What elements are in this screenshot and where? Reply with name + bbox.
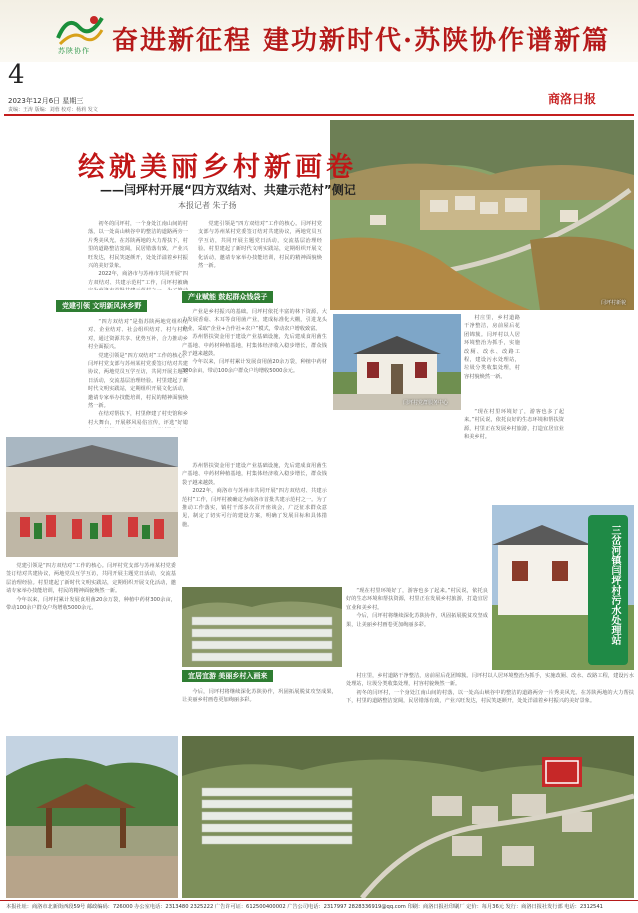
paragraph: 党建引领是“四方双结对”工作的核心。闫坪村党支部与苏州某村党委签订结对共建协议，两地党员互学互访，共同开展主题党日活动，交流基层治理经验。村里建起了新时代文明实践站，定期组织开展文化活动，邀请专家举办技能培训，村民的精神面貌焕然一新。 [198,221,322,270]
greenhouse-aerial-photo [182,587,342,667]
page-footer: 本报社址：商洛市北新街西段59号 邮政编码：726000 办公室电话：2313480 2325222 广告许可证：612500400002 广告公司电话：2317997 2828336919@qq.com 印刷：商洛日报社印刷厂 定价：每月36元 发行：商洛日报社发行部 电话：2312541 [0,900,638,913]
paragraph: “四方双结对”是指苏陕两地党组织结对、企业结对、社会组织结对、村与村结对，通过资源共享、优势互补，合力推动乡村全面振兴。 [88,319,188,351]
paragraph: 产业是乡村振兴的基础。闫坪村依托丰富的林下资源，大力发展香菇、木耳等食用菌产业，建成标准化大棚，引进龙头企业，采取“企业+合作社+农户”模式，带动农户增收致富。 [182,309,327,332]
dance-performance-image [6,437,178,557]
header-rule [4,114,634,116]
paragraph: 苏州帮扶资金用于建设产业基础设施，先后建成食用菌生产基地、中药材种植基地，村集体经济收入稳步增长，群众钱袋子越来越鼓。 [182,334,327,358]
issue-date: 2023年12月6日 星期三 [8,97,84,105]
article-body-col2 [88,318,188,428]
pavilion-photo [6,736,178,898]
article-byline: 本报记者 朱子扬 [178,201,237,210]
party-center-photo [333,314,461,410]
article-body-col5 [464,314,520,408]
paragraph: 村庄里，乡村道路干净整洁，房前屋后花团锦簇。闫坪村以人居环境整治为抓手，实施改厕、改水、改路工程，建设污水处理站，垃圾分类收集处理，村容村貌焕然一新。 [346,673,634,688]
masthead [0,0,638,62]
party-center-image [333,314,461,410]
paragraph: 苏州帮扶资金用于建设产业基础设施，先后建成食用菌生产基地、中药材种植基地，村集体经济收入稳步增长，群众钱袋子越来越鼓。 [182,463,327,486]
paragraph: 初冬的闫坪村，一个身处江南山间的村落，以一处高山峡谷中的整洁的道路两旁一片秀美风光。在苏陕两地的大力帮扶下，村里的道路整洁宽阔，民居错落有致，产业兴旺发达，村民笑逐颜开，处处洋溢着乡村振兴的美好景象。 [346,689,634,705]
article-body-col4 [182,308,327,458]
paragraph: 2022年，商洛市与苏州市共同开展“四方双结对、共建示范村”工作，闫坪村被确 [88,271,188,286]
article-body-col6 [464,408,564,498]
page-slogan: 奋进新征程 建功新时代·苏陕协作谱新篇 [112,26,611,56]
paragraph: 党建引领是“四方双结对”工作的核心。闫坪村党支部与苏州某村党委签订结对共建协议，两地党员互学互访，共同开展主题党日活动，交流基层治理经验。村里建起了新时代文明实践站，定期组织开展文化活动，邀请专家举办技能培训，村民的精神面貌焕然一新。 [88,352,188,410]
article-body-col10 [346,587,488,677]
paragraph: 今后，闫坪村将继续深化苏陕协作，巩固拓展脱贫攻坚成果，让美丽乡村画卷更加绚丽多彩。 [346,613,488,628]
paragraph: “现在村里环境好了，游客也多了起来。”村民说，依托良好的生态环境和帮扶资源，村里正在发展乡村旅游，打造宜居宜业和美乡村。 [464,409,564,441]
article-body-col3 [198,220,322,286]
sewage-station-sign: 三岔河镇闫坪村污水处理站 [609,525,620,645]
paper-name: 商洛日报 [548,92,597,106]
paragraph: 2022年，商洛市与苏州市共同开展“四方双结对、共建示范村”工作，闫坪村被确定为商洛市首批共建示范村之一。为了推动工作落实，镇村干部多次召开座谈会，广泛征求群众意见，制定了切实可行的建设方案，明确了发展目标和具体措施。 [182,488,327,528]
article-body-col8 [6,562,176,654]
section-heading-party: 党建引领 文明新风沐乡野 [56,300,147,312]
village-aerial-photo [330,120,634,310]
paragraph: 村庄里，乡村道路干净整洁，房前屋后花团锦簇。闫坪村以人居环境整治为抓手，实施改厕、改水、改路工程，建设污水处理站，垃圾分类收集处理，村容村貌焕然一新。 [464,315,520,380]
paragraph: 今年以来，闫坪村累计发展食用菌20余万袋，种植中药材300余亩，带动100余户群众户均增收5000余元。 [182,359,327,374]
paper-logo-stamp [542,757,582,787]
paragraph: 今后，闫坪村将继续深化苏陕协作，巩固拓展脱贫攻坚成果，让美丽乡村画卷更加绚丽多彩。 [182,689,337,704]
logo-text: 苏陕协作 [58,47,90,55]
paper-logo-icon [542,757,582,787]
photo-caption: 闫坪村新貌 [600,300,626,306]
article-body-col1 [88,220,188,290]
editor-credits: 责编：王涛 版编：刘蓉 校对：杨莉 发文 [8,107,98,113]
photo-caption: 闫坪村党群服务中心 [403,400,449,406]
paragraph: 今年以来，闫坪村累计发展食用菌20余万袋，种植中药材300余亩，带动100余户群众户均增收5000余元。 [6,596,176,612]
pavilion-image [6,736,178,898]
article-subheadline: ——闫坪村开展“四方双结对、共建示范村”侧记 [100,183,356,197]
article-headline: 绘就美丽乡村新画卷 [78,152,357,183]
paragraph: 在结对帮扶下，村里修建了村史馆和乡村大舞台，开展移风易俗宣传，评选“好媳 [88,411,188,426]
paragraph: 党建引领是“四方双结对”工作的核心。闫坪村党支部与苏州某村党委签订结对共建协议，两地党员互学互访，共同开展主题党日活动，交流基层治理经验。村里建起了新时代文明实践站，定期组织开展文化活动，邀请专家举办技能培训，村民的精神面貌焕然一新。 [6,563,176,595]
section-heading-industry: 产业赋能 鼓起群众钱袋子 [182,291,273,303]
village-aerial-image [330,120,634,310]
paragraph: 初冬的闫坪村，一个身处江南山间的村落，以一处高山峡谷中的整洁的道路两旁一片秀美风光。在苏陕两地的大力帮扶下，村里的道路整洁宽阔，民居错落有致，产业兴旺发达，村民笑逐颜开，处处洋溢着乡村振兴的美好景象。 [88,221,188,270]
greenhouse-aerial-image [182,587,342,667]
article-body-col7 [182,462,327,582]
paragraph: “现在村里环境好了，游客也多了起来。”村民说，依托良好的生态环境和帮扶资源，村里正在发展乡村旅游，打造宜居宜业和美乡村。 [346,588,488,611]
article-body-col11 [346,672,634,732]
section-heading-livable: 宜居宜游 美丽乡村入画来 [182,670,273,682]
sewage-station-photo [492,505,634,670]
dance-performance-photo [6,437,178,557]
page-number: 4 [8,60,25,90]
article-body-col9 [182,688,337,732]
